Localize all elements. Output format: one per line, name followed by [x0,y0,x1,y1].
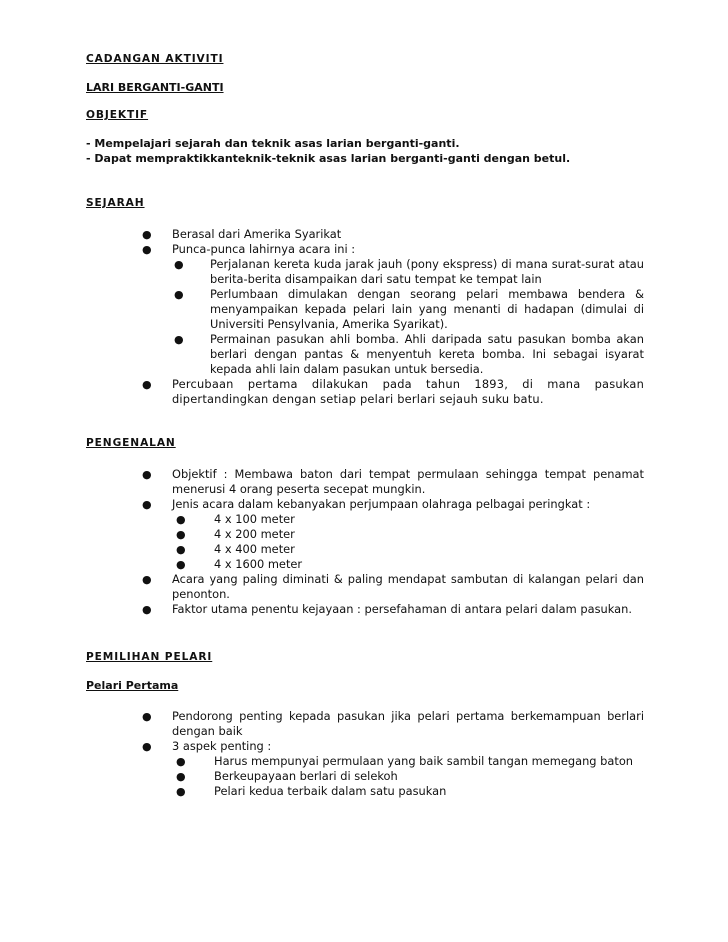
sejarah-item-1 [142,227,644,242]
sejarah-sub-1-text: Perjalanan kereta kuda jarak jauh (pony ekspress) di mana surat-surat atau berita-berita disampaikan dari satu tempat ke tempat lain [210,257,644,286]
distance-item-2-text: 4 x 200 meter [214,527,295,541]
pengenalan-item-1-text: Objektif : Membawa baton dari tempat permulaan sehingga tempat penamat menerusi 4 orang peserta secepat mungkin. [172,467,644,496]
bullet-icon: ● [174,288,184,301]
aspect-item-2-text: Berkeupayaan berlari di selekoh [214,769,398,783]
aspect-item-2 [176,769,644,784]
doc-subtitle: LARI BERGANTI-GANTI [86,81,224,94]
distance-item-4 [176,557,644,572]
pengenalan-item-2 [142,497,644,512]
sejarah-sub-2-text: Perlumbaan dimulakan dengan seorang pelari membawa bendera & menyampaikan kepada pelari lain yang menanti di hadapan (dimulai di Universiti Pensylvania, Amerika Syarikat). [210,287,644,331]
pemilihan-subheading: Pelari Pertama [86,679,179,692]
aspect-item-1 [176,754,644,769]
sejarah-sub-3-text: Permainan pasukan ahli bomba. Ahli daripada satu pasukan bomba akan berlari dengan pantas & menyentuh kereta bomba. Ini sebagai isyarat kepada ahli lain dalam pasukan untuk bersedia. [210,332,644,376]
sejarah-item-3-text: Percubaan pertama dilakukan pada tahun 1893, di mana pasukan dipertandingkan dengan setiap pelari berlari sejauh suku batu. [172,377,644,406]
bullet-icon: ● [176,785,186,798]
pengenalan-item-4 [142,602,644,617]
objektif-heading: OBJEKTIF [86,109,149,121]
distance-item-1 [176,512,644,527]
document-page [86,52,644,799]
sejarah-sub-3 [174,332,644,377]
pemilihan-item-2-text: 3 aspek penting : [172,739,272,753]
distance-item-4-text: 4 x 1600 meter [214,557,303,571]
distance-item-2 [176,527,644,542]
bullet-icon: ● [142,378,152,391]
sejarah-item-1-text: Berasal dari Amerika Syarikat [172,227,342,241]
aspect-item-3 [176,784,644,799]
objektif-line-1: - Mempelajari sejarah dan teknik asas larian berganti-ganti. [86,137,460,150]
aspect-item-3-text: Pelari kedua terbaik dalam satu pasukan [214,784,447,798]
pengenalan-item-3 [142,572,644,602]
pengenalan-item-3-text: Acara yang paling diminati & paling mendapat sambutan di kalangan pelari dan penonton. [172,572,644,601]
bullet-icon: ● [176,755,186,768]
sejarah-item-2 [142,242,644,257]
bullet-icon: ● [174,258,184,271]
bullet-icon: ● [174,333,184,346]
pemilihan-item-1 [142,709,644,739]
bullet-icon: ● [142,710,152,723]
bullet-icon: ● [176,543,186,556]
pengenalan-item-2-text: Jenis acara dalam kebanyakan perjumpaan olahraga pelbagai peringkat : [172,497,591,511]
bullet-icon: ● [176,558,186,571]
doc-title: CADANGAN AKTIVITI [86,53,224,65]
pemilihan-heading: PEMILIHAN PELARI [86,651,213,663]
bullet-icon: ● [142,573,152,586]
distance-item-3 [176,542,644,557]
pemilihan-item-1-text: Pendorong penting kepada pasukan jika pelari pertama berkemampuan berlari dengan baik [172,709,644,738]
bullet-icon: ● [142,740,152,753]
sejarah-item-3 [142,377,644,407]
bullet-icon: ● [176,513,186,526]
bullet-icon: ● [176,528,186,541]
bullet-icon: ● [142,603,152,616]
bullet-icon: ● [142,498,152,511]
distance-item-3-text: 4 x 400 meter [214,542,295,556]
pemilihan-item-2 [142,739,644,754]
objektif-line-2: - Dapat mempraktikkanteknik-teknik asas larian berganti-ganti dengan betul. [86,152,571,165]
pengenalan-item-4-text: Faktor utama penentu kejayaan : persefahaman di antara pelari dalam pasukan. [172,602,632,616]
pengenalan-heading: PENGENALAN [86,437,176,449]
sejarah-heading: SEJARAH [86,197,145,209]
bullet-icon: ● [142,468,152,481]
distance-item-1-text: 4 x 100 meter [214,512,295,526]
sejarah-sub-2 [174,287,644,332]
bullet-icon: ● [142,243,152,256]
sejarah-sub-1 [174,257,644,287]
aspect-item-1-text: Harus mempunyai permulaan yang baik sambil tangan memegang baton [214,754,634,768]
sejarah-item-2-text: Punca-punca lahirnya acara ini : [172,242,356,256]
bullet-icon: ● [142,228,152,241]
pengenalan-item-1 [142,467,644,497]
bullet-icon: ● [176,770,186,783]
